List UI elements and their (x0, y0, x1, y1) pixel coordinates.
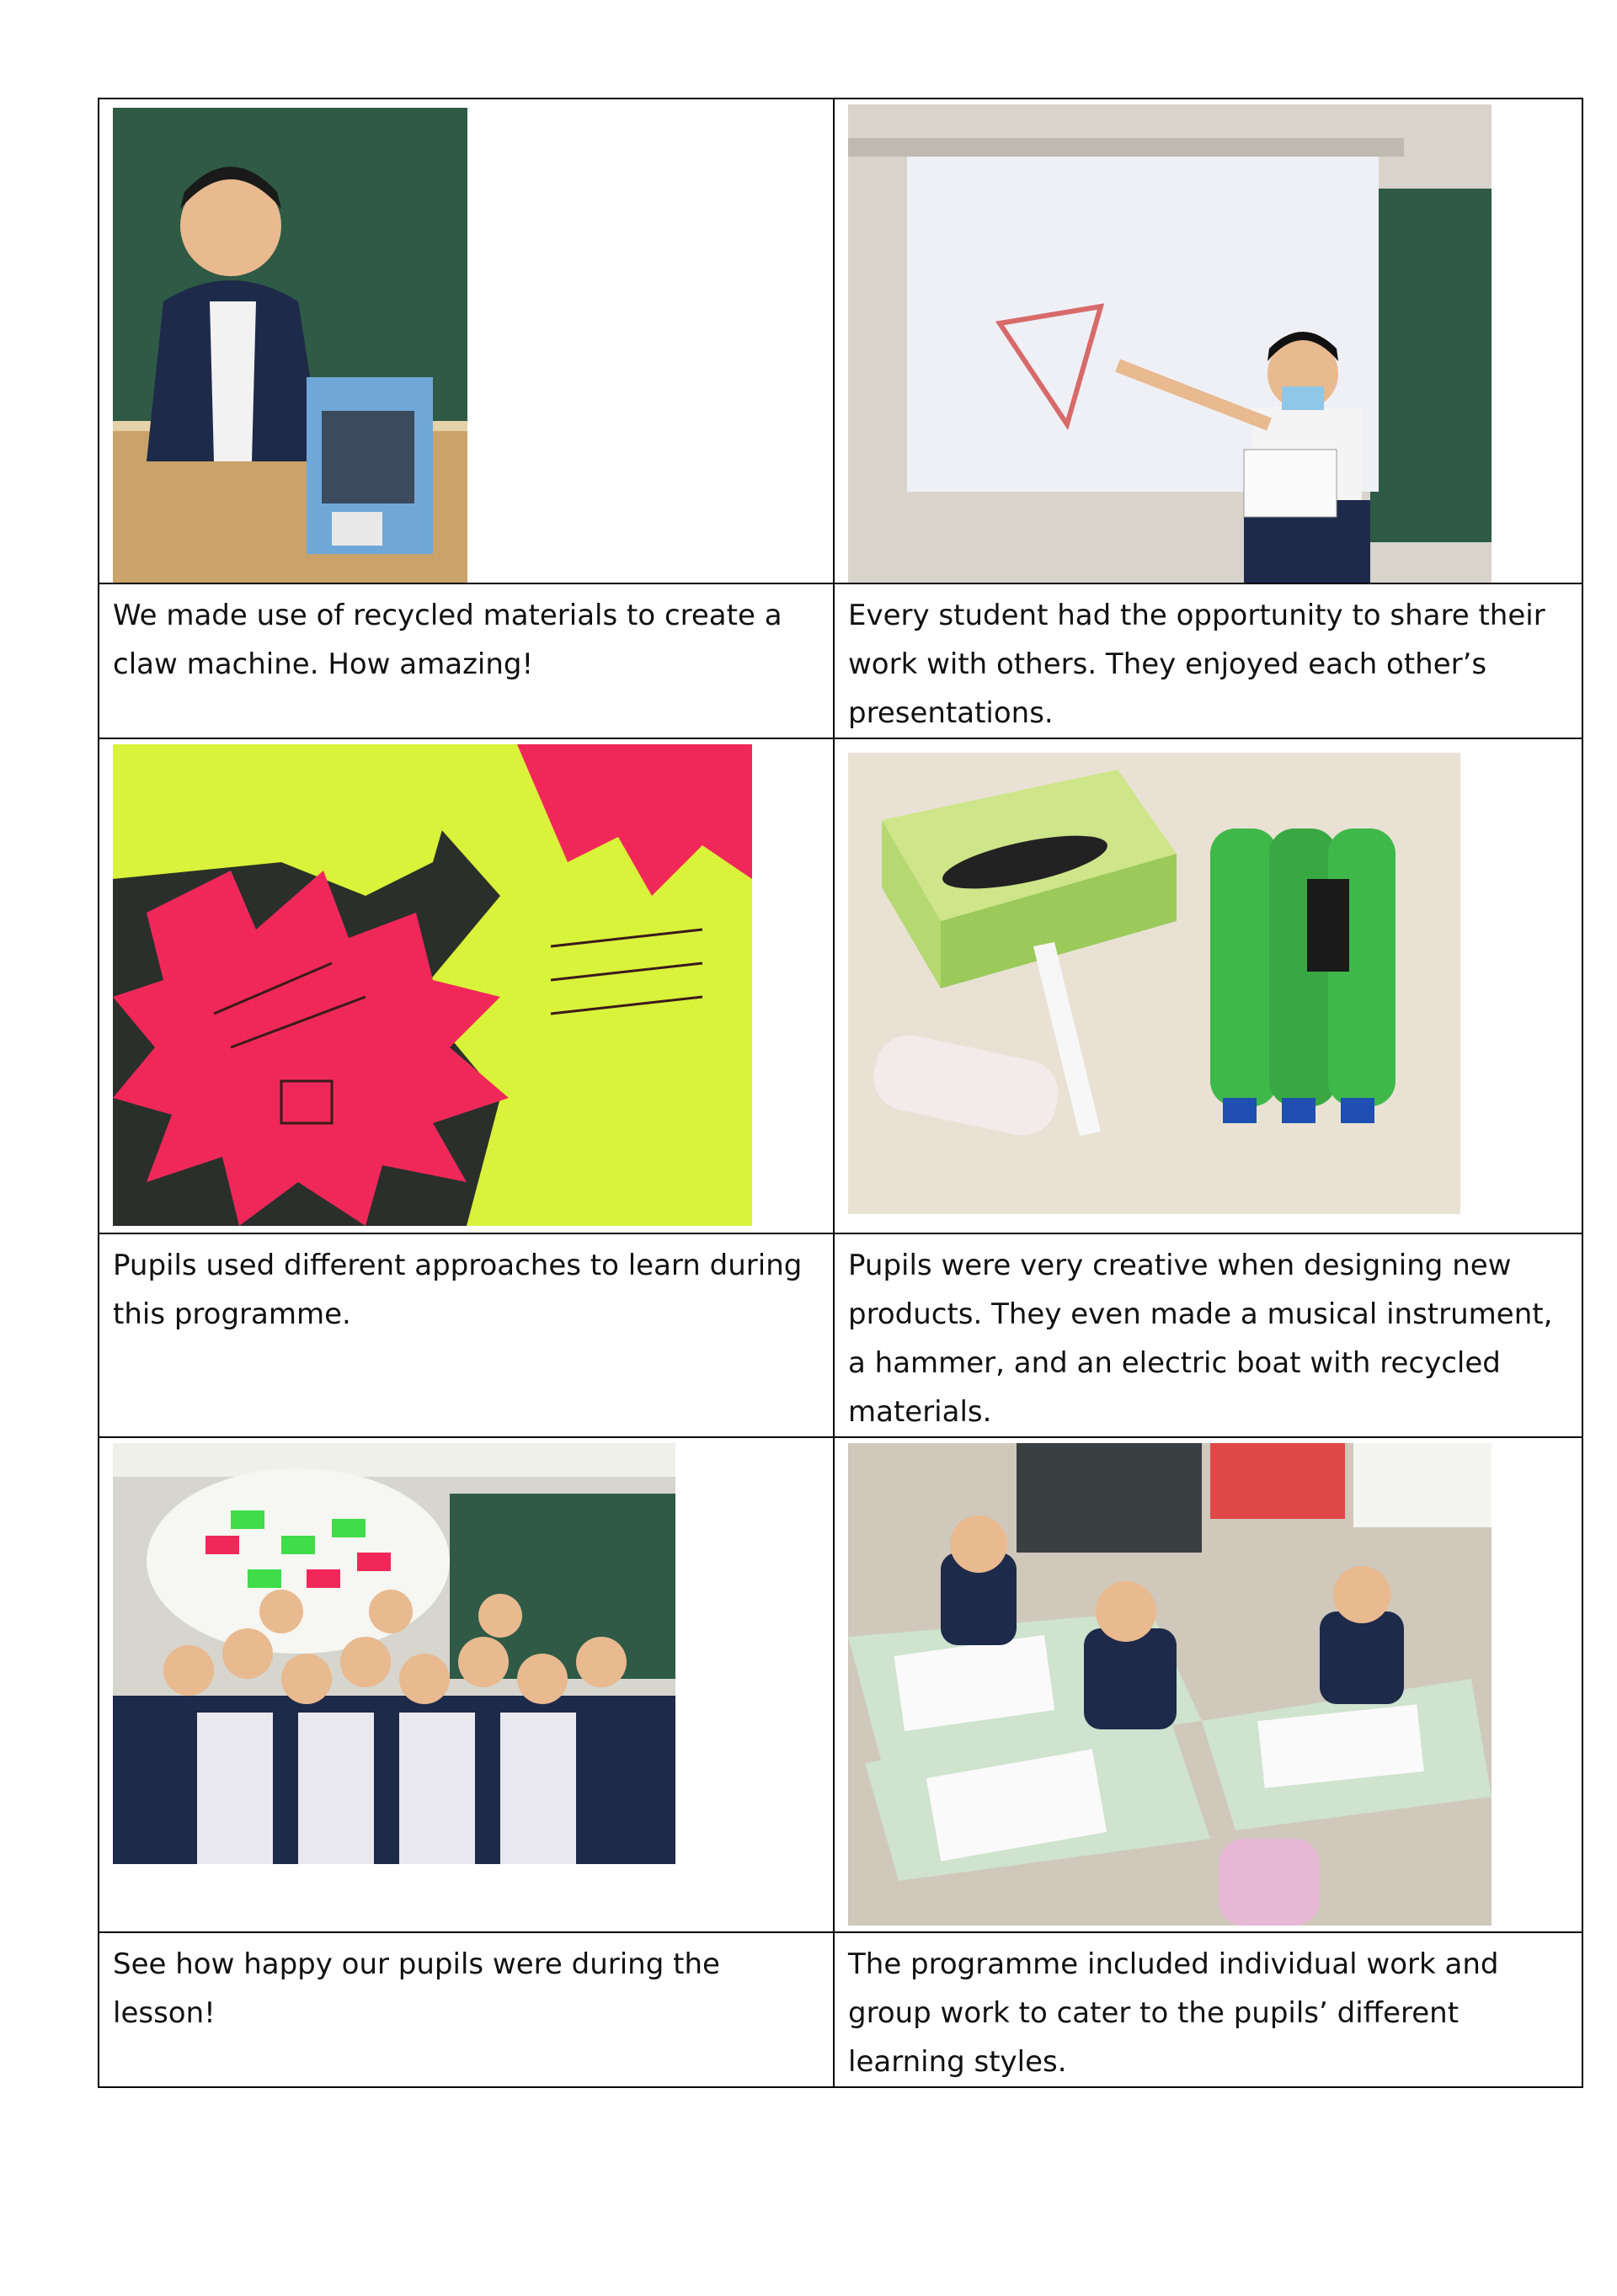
photo-cell-classroom-work (834, 1437, 1582, 1932)
photo-boy-claw-machine (113, 108, 467, 583)
caption-cell-creative-products (834, 1233, 1582, 1437)
caption-cell-learning-styles (834, 1932, 1582, 2087)
caption-approaches: Pupils used different approaches to learn during this programme. (113, 1249, 803, 1331)
photo-cell-presentation (834, 99, 1582, 583)
caption-cell-approaches (99, 1233, 834, 1437)
photo-cell-starbursts (99, 738, 834, 1233)
caption-creative-products: Pupils were very creative when designing new products. They even made a musical instrument, a hammer, and an electric boat with recycled materials. (848, 1249, 1553, 1429)
photo-neon-starburst-cards (113, 744, 752, 1226)
photo-cell-recycled-products (834, 738, 1582, 1233)
photo-cell-claw-machine (99, 99, 834, 583)
photo-student-presentation (848, 104, 1492, 583)
caption-cell-happy-pupils (99, 1932, 834, 2087)
caption-cell-claw-machine (99, 583, 834, 738)
photo-classroom-group-work (848, 1443, 1492, 1926)
caption-presentation: Every student had the opportunity to share their work with others. They enjoyed each other’s presentations. (848, 599, 1545, 730)
caption-cell-presentation (834, 583, 1582, 738)
caption-claw-machine: We made use of recycled materials to create a claw machine. How amazing! (113, 599, 782, 681)
photo-grid-table (98, 98, 1583, 2088)
photo-happy-pupils-group (113, 1443, 675, 1864)
caption-learning-styles: The programme included individual work and group work to cater to the pupils’ different learning styles. (848, 1947, 1499, 2079)
photo-cell-happy-pupils (99, 1437, 834, 1932)
photo-recycled-instruments (848, 753, 1460, 1214)
caption-happy-pupils: See how happy our pupils were during the lesson! (113, 1947, 720, 2030)
